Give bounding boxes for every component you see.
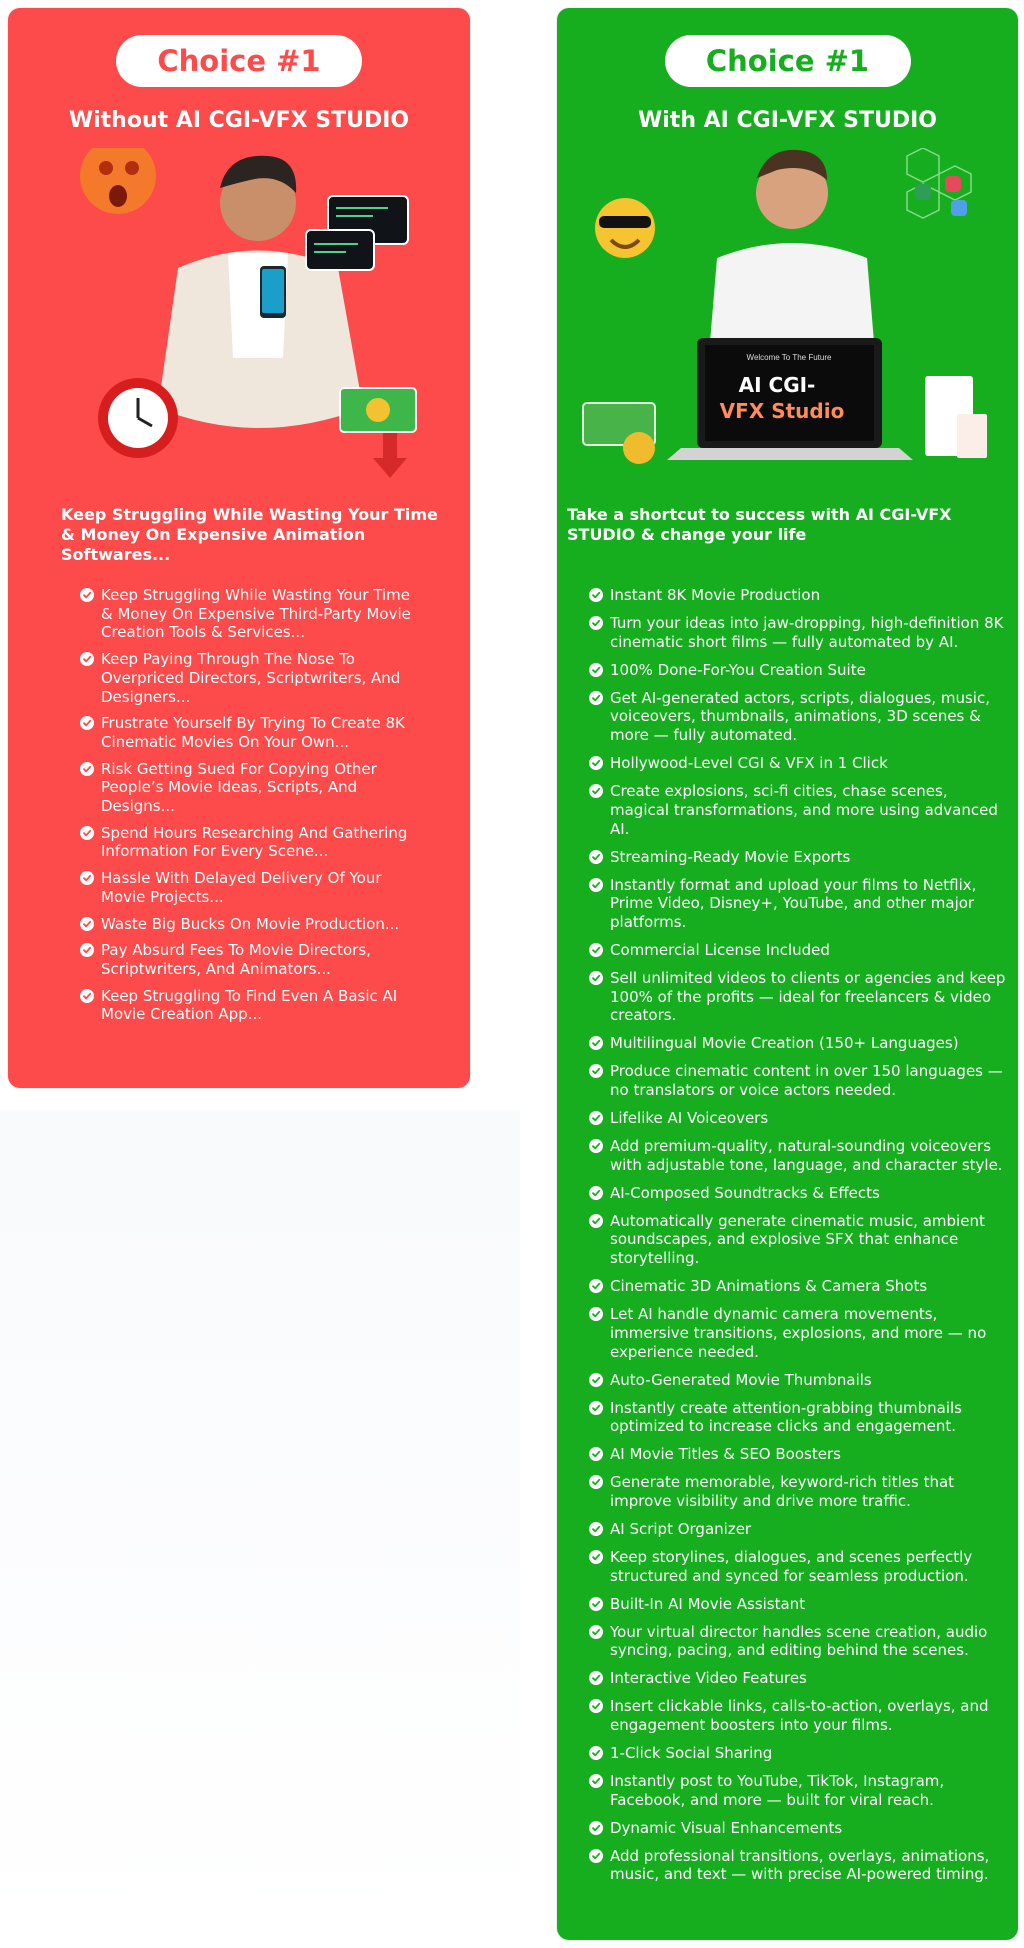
pain-point-text: Keep Struggling To Find Even A Basic AI Movie Creation App... xyxy=(101,986,398,1024)
check-circle-icon xyxy=(589,1475,603,1489)
happy-man-illustration xyxy=(577,148,998,488)
feature-item xyxy=(589,1212,1007,1268)
feature-item xyxy=(589,661,1007,680)
feature-item xyxy=(589,848,1007,867)
feature-item xyxy=(589,1520,1007,1539)
feature-text: Commercial License Included xyxy=(610,940,830,959)
pain-point-text: Waste Big Bucks On Movie Production... xyxy=(101,914,400,933)
check-circle-icon xyxy=(589,1671,603,1685)
feature-item xyxy=(589,1847,1007,1884)
feature-item xyxy=(589,1744,1007,1763)
check-circle-icon xyxy=(80,943,94,957)
check-circle-icon xyxy=(80,989,94,1003)
feature-text: Let AI handle dynamic camera movements, immersive transitions, explosions, and more — no experience needed. xyxy=(610,1305,987,1361)
check-circle-icon xyxy=(589,1774,603,1788)
pain-point-item xyxy=(80,941,425,978)
check-circle-icon xyxy=(589,691,603,705)
feature-text: Insert clickable links, calls-to-action, overlays, and engagement boosters into your films. xyxy=(610,1697,989,1735)
feature-text: Create explosions, sci-fi cities, chase scenes, magical transformations, and more using advanced AI. xyxy=(610,782,998,838)
feature-item xyxy=(589,1548,1007,1585)
check-circle-icon xyxy=(589,663,603,677)
check-circle-icon xyxy=(589,784,603,798)
check-circle-icon xyxy=(589,1447,603,1461)
pain-point-item xyxy=(80,714,425,751)
feature-item xyxy=(589,1184,1007,1203)
check-circle-icon xyxy=(80,588,94,602)
pain-points-list xyxy=(80,586,425,1032)
pain-point-text: Hassle With Delayed Delivery Of Your Movie Projects... xyxy=(101,869,382,906)
faded-background xyxy=(0,1110,520,1930)
feature-text: 100% Done-For-You Creation Suite xyxy=(610,660,866,679)
feature-text: Generate memorable, keyword-rich titles that improve visibility and drive more traffic. xyxy=(610,1473,955,1510)
choice-pill: Choice #1 xyxy=(665,35,911,87)
feature-item xyxy=(589,969,1007,1025)
feature-text: Sell unlimited videos to clients or agencies and keep 100% of the profits — ideal for freelancers & video creators. xyxy=(610,968,1006,1025)
feature-text: Interactive Video Features xyxy=(610,1669,807,1688)
check-circle-icon xyxy=(589,1186,603,1200)
check-circle-icon xyxy=(80,826,94,840)
feature-text: Cinematic 3D Animations & Camera Shots xyxy=(610,1277,928,1296)
pain-point-text: Spend Hours Researching And Gathering Information For Every Scene... xyxy=(101,823,408,861)
card-title: Without AI CGI-VFX STUDIO xyxy=(68,108,410,133)
feature-text: Your virtual director handles scene creation, audio syncing, pacing, and editing behind the scenes. xyxy=(610,1622,988,1660)
feature-text: Instantly format and upload your films to Netflix, Prime Video, Disney+, YouTube, and other major platforms. xyxy=(610,875,977,931)
pain-point-item xyxy=(80,915,425,934)
success-scene-image xyxy=(577,148,998,488)
feature-text: 1-Click Social Sharing xyxy=(610,1744,773,1763)
feature-item xyxy=(589,1399,1007,1436)
feature-item xyxy=(589,1697,1007,1734)
pain-point-text: Keep Paying Through The Nose To Overpriced Directors, Scriptwriters, And Designers... xyxy=(101,650,401,706)
pain-point-text: Pay Absurd Fees To Movie Directors, Scriptwriters, And Animators... xyxy=(101,941,371,978)
feature-text: Instant 8K Movie Production xyxy=(610,586,821,604)
check-circle-icon xyxy=(589,1373,603,1387)
choice-pill: Choice #1 xyxy=(116,35,362,87)
feature-item xyxy=(589,941,1007,960)
check-circle-icon xyxy=(80,917,94,931)
feature-item xyxy=(589,1669,1007,1688)
feature-item xyxy=(589,1819,1007,1838)
feature-text: Get AI-generated actors, scripts, dialogues, music, voiceovers, thumbnails, animations, 3D scenes & more — fully automated. xyxy=(610,688,990,745)
check-circle-icon xyxy=(589,943,603,957)
feature-item xyxy=(589,754,1007,773)
feature-text: AI-Composed Soundtracks & Effects xyxy=(610,1183,880,1202)
pain-point-item xyxy=(80,987,425,1024)
feature-item xyxy=(589,1109,1007,1128)
feature-text: Auto-Generated Movie Thumbnails xyxy=(610,1370,872,1389)
feature-item xyxy=(589,614,1007,651)
feature-text: Multilingual Movie Creation (150+ Languages) xyxy=(610,1034,959,1053)
feature-item xyxy=(589,586,1007,605)
pain-point-item xyxy=(80,586,425,642)
check-circle-icon xyxy=(589,588,603,602)
feature-text: Automatically generate cinematic music, ambient soundscapes, and explosive SFX that enhance storytelling. xyxy=(610,1211,985,1268)
intro-heading: Keep Struggling While Wasting Your Time & Money On Expensive Animation Softwares... xyxy=(61,505,438,564)
check-circle-icon xyxy=(589,878,603,892)
check-circle-icon xyxy=(589,1064,603,1078)
feature-text: Lifelike AI Voiceovers xyxy=(610,1109,769,1128)
pain-point-text: Frustrate Yourself By Trying To Create 8K Cinematic Movies On Your Own... xyxy=(101,714,405,751)
stress-scene-image xyxy=(28,148,450,488)
feature-text: Add professional transitions, overlays, animations, music, and text — with precise AI-powered timing. xyxy=(610,1846,990,1884)
pain-point-text: Risk Getting Sued For Copying Other People’s Movie Ideas, Scripts, And Designs... xyxy=(101,759,377,816)
check-circle-icon xyxy=(589,1279,603,1293)
check-circle-icon xyxy=(80,652,94,666)
feature-item xyxy=(589,1277,1007,1296)
check-circle-icon xyxy=(80,716,94,730)
check-circle-icon xyxy=(589,1550,603,1564)
without-card xyxy=(8,8,470,1088)
feature-item xyxy=(589,1445,1007,1464)
check-circle-icon xyxy=(589,1746,603,1760)
feature-item xyxy=(589,1137,1007,1174)
check-circle-icon xyxy=(589,1522,603,1536)
check-circle-icon xyxy=(589,616,603,630)
feature-item xyxy=(589,1772,1007,1809)
features-list xyxy=(589,586,1007,1893)
feature-item xyxy=(589,1595,1007,1614)
pain-point-text: Keep Struggling While Wasting Your Time & Money On Expensive Third-Party Movie Creation Tools & Services... xyxy=(101,586,411,642)
check-circle-icon xyxy=(589,1821,603,1835)
feature-item xyxy=(589,689,1007,745)
check-circle-icon xyxy=(589,1307,603,1321)
check-circle-icon xyxy=(589,1699,603,1713)
check-circle-icon xyxy=(589,1597,603,1611)
check-circle-icon xyxy=(589,1849,603,1863)
feature-text: Keep storylines, dialogues, and scenes perfectly structured and synced for seamless production. xyxy=(610,1547,973,1585)
feature-item xyxy=(589,876,1007,932)
feature-item xyxy=(589,1034,1007,1053)
feature-item xyxy=(589,782,1007,838)
pain-point-item xyxy=(80,760,425,816)
check-circle-icon xyxy=(589,1214,603,1228)
check-circle-icon xyxy=(589,1139,603,1153)
feature-text: Streaming-Ready Movie Exports xyxy=(610,847,851,866)
stressed-man-illustration xyxy=(28,148,450,488)
feature-text: Built-In AI Movie Assistant xyxy=(610,1594,806,1613)
check-circle-icon xyxy=(80,871,94,885)
check-circle-icon xyxy=(80,762,94,776)
feature-text: Instantly post to YouTube, TikTok, Instagram, Facebook, and more — built for viral reach. xyxy=(610,1772,945,1809)
feature-text: Dynamic Visual Enhancements xyxy=(610,1818,843,1837)
check-circle-icon xyxy=(589,971,603,985)
laptop-title-line1: AI CGI- xyxy=(738,373,816,397)
feature-text: AI Script Organizer xyxy=(610,1519,752,1538)
with-card xyxy=(557,8,1018,1940)
feature-item xyxy=(589,1371,1007,1390)
feature-item xyxy=(589,1623,1007,1660)
laptop-title-line2: VFX Studio xyxy=(719,399,845,423)
feature-text: AI Movie Titles & SEO Boosters xyxy=(610,1445,841,1464)
check-circle-icon xyxy=(589,850,603,864)
pain-point-item xyxy=(80,650,425,706)
feature-text: Add premium-quality, natural-sounding voiceovers with adjustable tone, language, and character style. xyxy=(610,1137,1003,1174)
feature-item xyxy=(589,1062,1007,1099)
pain-point-item xyxy=(80,824,425,861)
card-title: With AI CGI-VFX STUDIO xyxy=(638,108,937,133)
check-circle-icon xyxy=(589,1111,603,1125)
feature-text: Instantly create attention-grabbing thumbnails optimized to increase clicks and engagement. xyxy=(610,1398,963,1436)
feature-text: Turn your ideas into jaw-dropping, high-definition 8K cinematic short films — fully automated by AI. xyxy=(610,614,1004,651)
check-circle-icon xyxy=(589,1036,603,1050)
laptop-tagline: Welcome To The Future xyxy=(746,353,832,362)
intro-heading: Take a shortcut to success with AI CGI-VFX STUDIO & change your life xyxy=(567,505,952,544)
pain-point-item xyxy=(80,869,425,906)
feature-text: Hollywood-Level CGI & VFX in 1 Click xyxy=(610,754,888,773)
feature-text: Produce cinematic content in over 150 languages — no translators or voice actors needed. xyxy=(610,1062,1003,1100)
check-circle-icon xyxy=(589,1625,603,1639)
feature-item xyxy=(589,1305,1007,1361)
check-circle-icon xyxy=(589,1401,603,1415)
feature-item xyxy=(589,1473,1007,1510)
check-circle-icon xyxy=(589,756,603,770)
